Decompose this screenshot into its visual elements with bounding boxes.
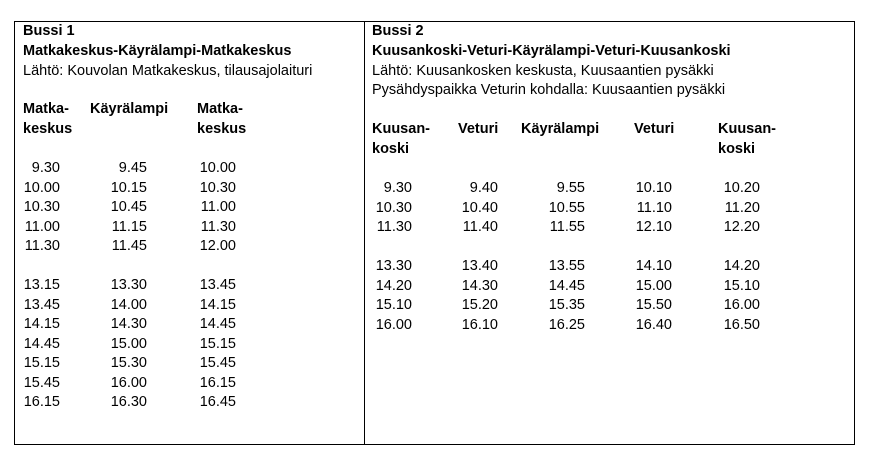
- bus2-time-cell: 15.10: [375, 297, 412, 313]
- bus1-time-cell: 14.00: [110, 296, 147, 313]
- bus1-time-cell: 14.15: [23, 316, 60, 332]
- bus2-time-cell: 9.30: [383, 180, 412, 196]
- bus1-time-cell: 11.30: [24, 238, 60, 254]
- bus1-time-cell: 10.45: [110, 199, 147, 215]
- bus1-time-cell: 16.15: [199, 374, 236, 391]
- bus1-time-cell: 9.45: [118, 160, 147, 176]
- bus1-time-cell: 11.15: [111, 218, 147, 235]
- bus1-time-cell: 10.00: [199, 160, 236, 176]
- bus2-header-col5: Kuusan- koski: [718, 121, 776, 157]
- bus1-time-cell: 15.15: [199, 335, 236, 352]
- bus1-time-cell: 15.45: [199, 355, 236, 371]
- bus1-time-cell: 11.45: [111, 238, 147, 254]
- bus2-time-cell: 16.10: [461, 316, 498, 333]
- bus1-time-cell: 11.00: [200, 199, 236, 215]
- bus1-title: Bussi 1: [23, 23, 75, 39]
- column-divider: [364, 22, 365, 444]
- bus1-time-cell: 13.45: [199, 277, 236, 293]
- bus2-time-cell: 12.20: [723, 219, 760, 235]
- bus2-time-cell: 11.30: [376, 219, 412, 235]
- bus1-time-cell: 15.00: [110, 335, 147, 352]
- bus2-time-cell: 14.20: [375, 277, 412, 294]
- bus1-time-cell: 14.30: [110, 316, 147, 332]
- bus2-header-col3: Käyrälampi: [521, 121, 600, 137]
- bus2-time-cell: 9.55: [556, 180, 585, 196]
- bus1-time-cell: 15.45: [23, 374, 60, 391]
- bus1-route: Matkakeskus-Käyrälampi-Matkakeskus: [23, 43, 292, 59]
- bus2-time-cell: 13.55: [548, 258, 585, 274]
- bus1-time-cell: 16.00: [110, 374, 147, 391]
- bus2-time-cell: 11.40: [462, 219, 498, 235]
- bus2-departure: Lähtö: Kuusankosken keskusta, Kuusaantien pysäkki: [372, 63, 714, 79]
- bus1-header-col3: Matka- keskus: [197, 101, 247, 137]
- bus2-time-cell: 12.10: [635, 219, 672, 235]
- bus2-time-cell: 11.55: [549, 219, 585, 235]
- bus2-time-cell: 15.20: [461, 297, 498, 313]
- bus2-route: Kuusankoski-Veturi-Käyrälampi-Veturi-Kuusankoski: [372, 43, 731, 59]
- bus2-time-cell: 16.00: [375, 316, 412, 333]
- bus2-time-cell: 10.55: [548, 199, 585, 216]
- bus2-time-cell: 13.40: [461, 258, 498, 274]
- bus2-time-cell: 16.50: [723, 316, 760, 333]
- bus1-time-cell: 15.30: [110, 355, 147, 371]
- bus2-time-cell: 15.35: [548, 297, 585, 313]
- bus1-time-cell: 16.30: [110, 394, 147, 410]
- bus2-time-cell: 16.40: [635, 316, 672, 333]
- bus1-time-cell: 10.30: [23, 199, 60, 215]
- bus1-departure: Lähtö: Kouvolan Matkakeskus, tilausajolaituri: [23, 63, 313, 79]
- bus1-time-cell: 14.15: [199, 296, 236, 313]
- bus2-time-cell: 10.20: [723, 180, 760, 196]
- bus1-time-cell: 10.00: [23, 179, 60, 196]
- bus1-header-col2: Käyrälampi: [90, 101, 169, 117]
- bus1-time-cell: 12.00: [199, 238, 236, 254]
- bus1-time-cell: 10.15: [110, 179, 147, 196]
- bus2-header-col2: Veturi: [458, 121, 499, 137]
- bus1-time-cell: 11.30: [200, 218, 236, 235]
- bus2-time-cell: 14.45: [548, 277, 585, 294]
- timetable-frame: [14, 21, 855, 445]
- bus1-time-cell: 13.45: [23, 296, 60, 313]
- bus1-time-cell: 13.15: [23, 277, 60, 293]
- bus2-time-cell: 14.10: [635, 258, 672, 274]
- bus1-time-cell: 9.30: [31, 160, 60, 176]
- bus2-time-cell: 9.40: [469, 180, 498, 196]
- bus1-time-cell: 14.45: [199, 316, 236, 332]
- bus2-title: Bussi 2: [372, 23, 424, 39]
- bus1-time-cell: 14.45: [23, 335, 60, 352]
- bus2-time-cell: 10.40: [461, 199, 498, 216]
- bus1-time-cell: 16.45: [199, 394, 236, 410]
- bus2-time-cell: 10.30: [375, 199, 412, 216]
- bus2-time-cell: 15.00: [635, 277, 672, 294]
- bus2-stop: Pysähdyspaikka Veturin kohdalla: Kuusaantien pysäkki: [372, 82, 726, 98]
- bus2-header-col4: Veturi: [634, 121, 675, 137]
- bus2-time-cell: 10.10: [635, 180, 672, 196]
- bus2-time-cell: 11.10: [636, 199, 672, 216]
- bus1-time-cell: 16.15: [23, 394, 60, 410]
- bus2-time-cell: 15.10: [723, 277, 760, 294]
- bus2-time-cell: 15.50: [635, 297, 672, 313]
- bus1-time-cell: 11.00: [24, 218, 60, 235]
- bus2-time-cell: 13.30: [375, 258, 412, 274]
- bus2-header-col1: Kuusan- koski: [372, 121, 430, 157]
- bus1-time-cell: 15.15: [23, 355, 60, 371]
- bus1-time-cell: 10.30: [199, 179, 236, 196]
- bus2-time-cell: 16.25: [548, 316, 585, 333]
- bus1-time-cell: 13.30: [110, 277, 147, 293]
- bus2-time-cell: 14.20: [723, 258, 760, 274]
- bus2-time-cell: 14.30: [461, 277, 498, 294]
- bus1-header-col1: Matka- keskus: [23, 101, 73, 137]
- bus2-time-cell: 16.00: [723, 297, 760, 313]
- bus2-time-cell: 11.20: [724, 199, 760, 216]
